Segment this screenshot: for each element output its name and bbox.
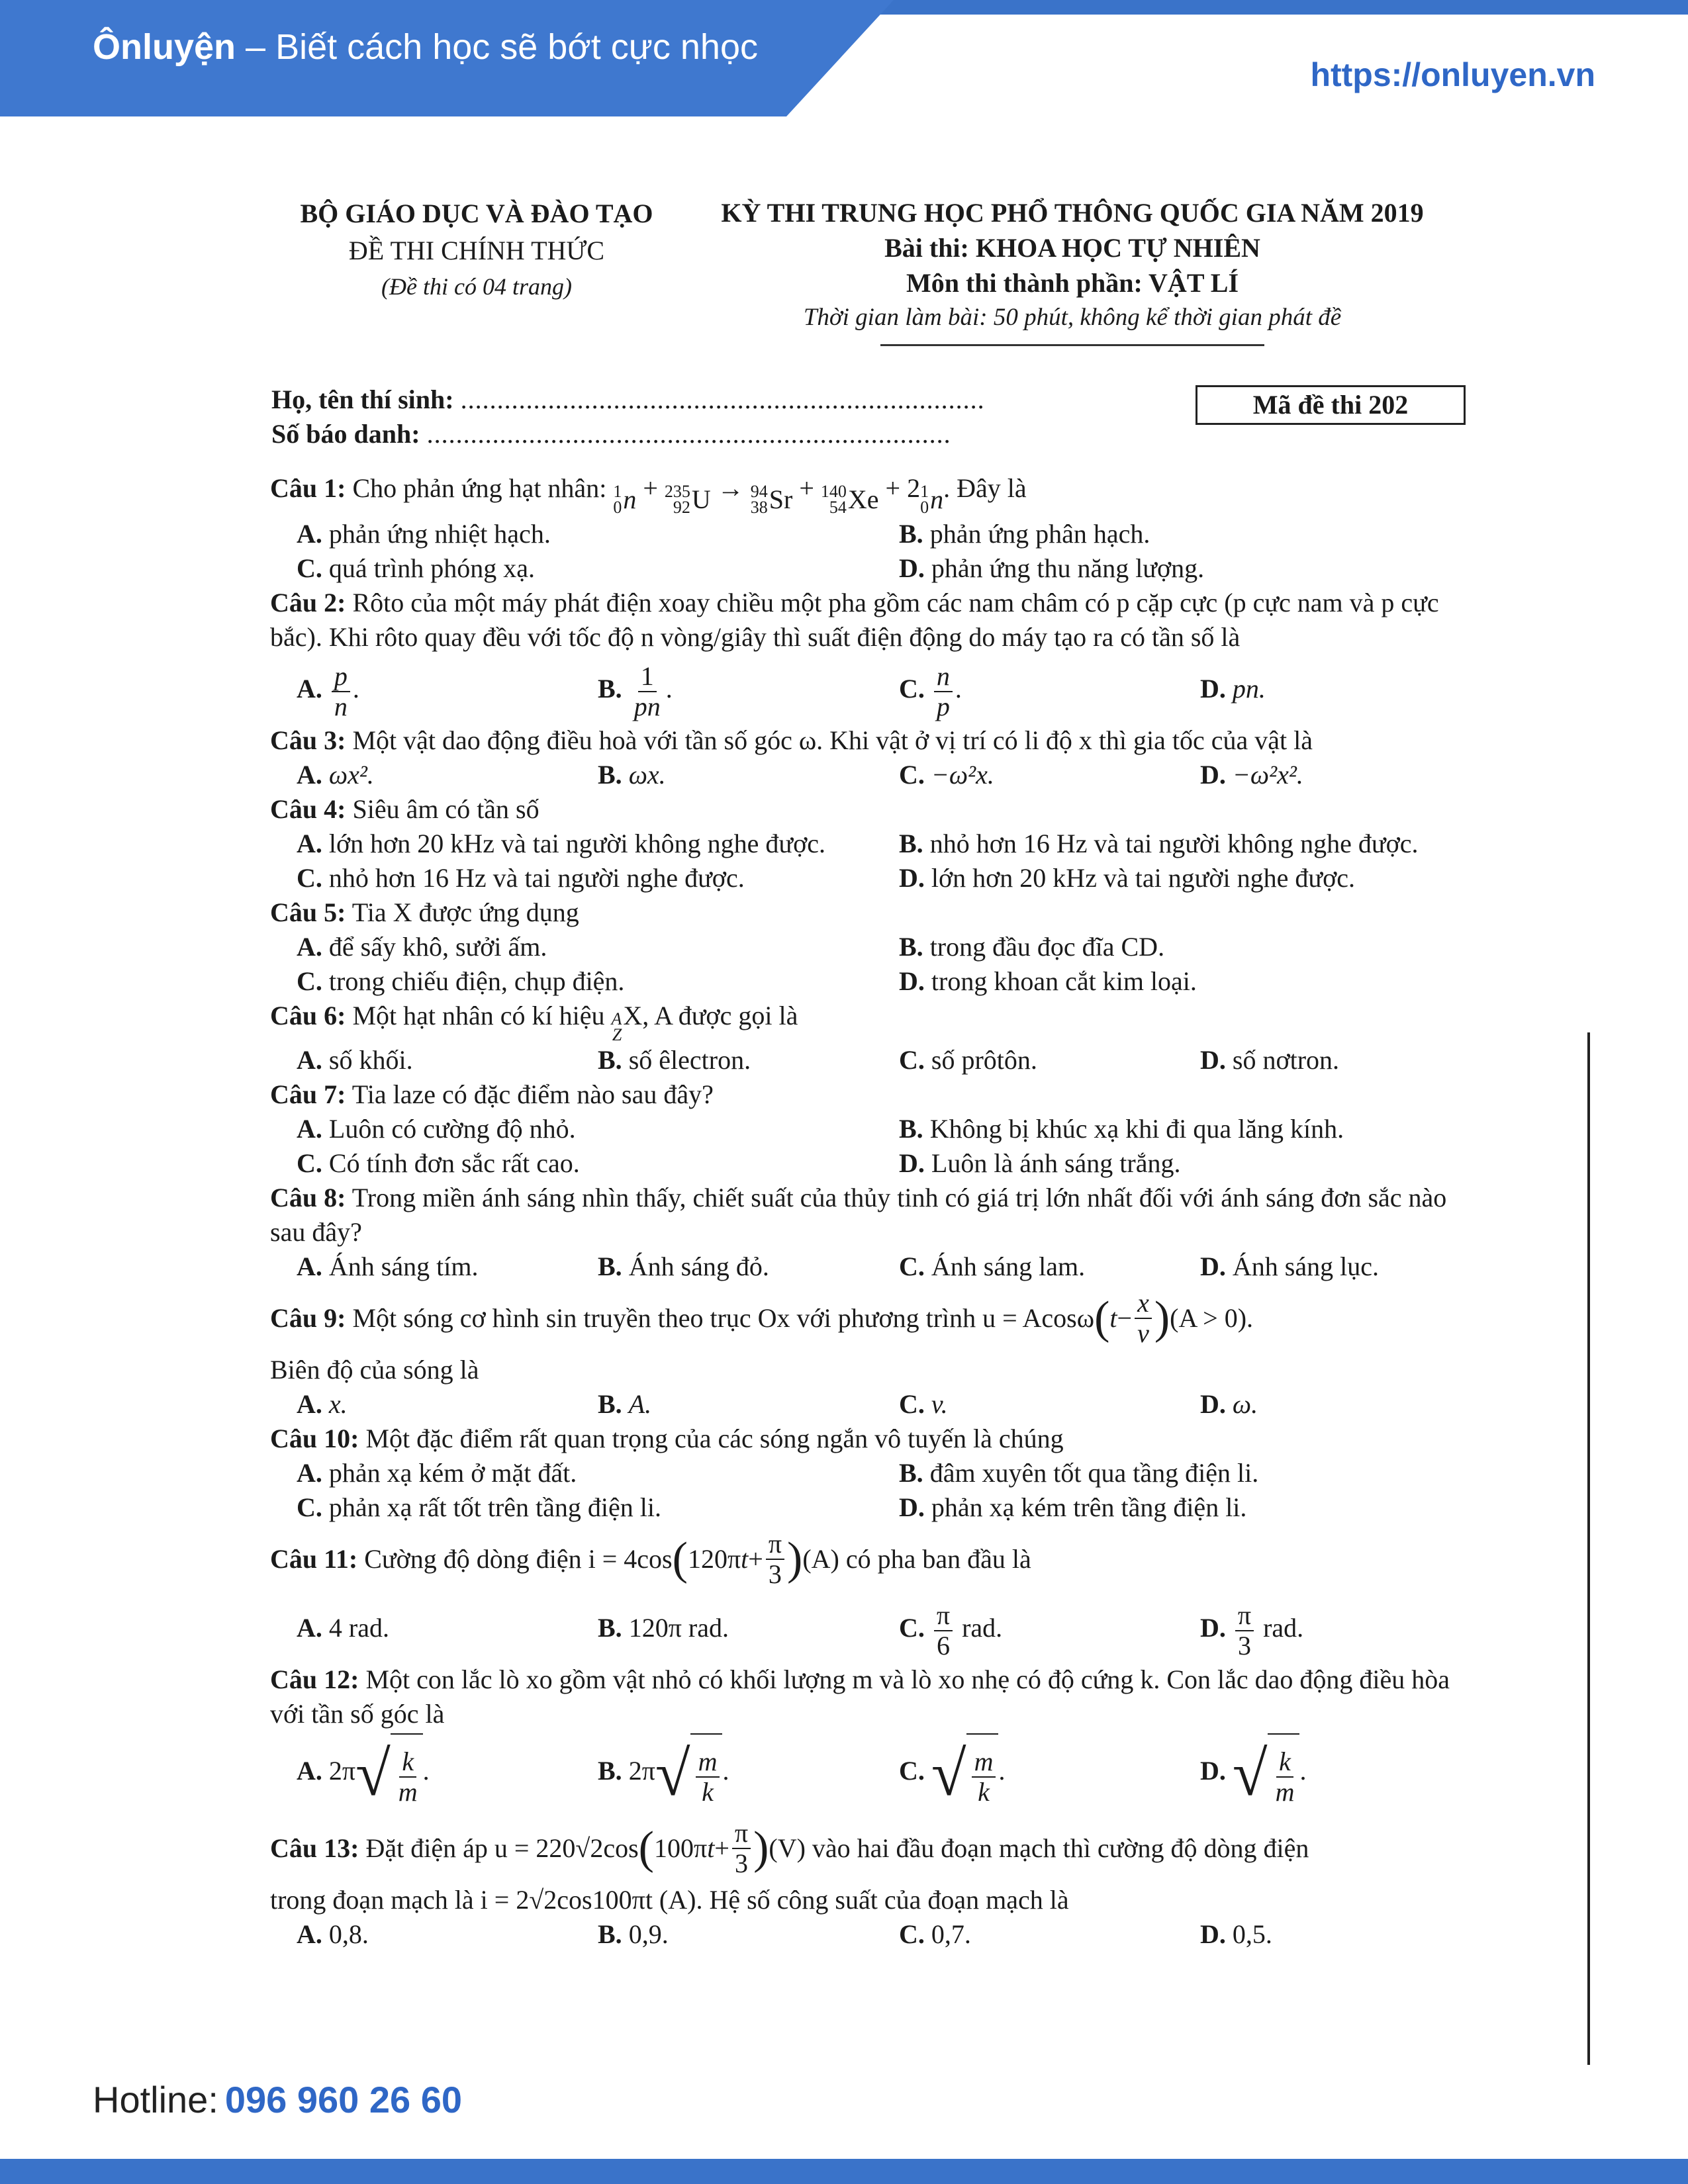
question-stem-end: . Đây là — [943, 473, 1027, 503]
option-c[interactable]: C. $\frac{n}{p}$ . — [899, 660, 962, 721]
option-b[interactable]: B. 0,9. — [598, 1919, 669, 1949]
option-d[interactable]: D. ω. — [1200, 1389, 1258, 1419]
option-c[interactable]: C. quá trình phóng xạ. — [297, 553, 535, 583]
question-10 — [270, 1422, 1475, 1525]
tagline: – Biết cách học sẽ bớt cực nhọc — [236, 27, 758, 67]
option-a[interactable]: A. ωx². — [297, 760, 374, 790]
question-label: Câu 4: — [270, 794, 346, 824]
question-stem-end: (V) vào hai đầu đoạn mạch thì cường độ dòng điện — [769, 1833, 1309, 1863]
option-a[interactable]: A. 4 rad. — [297, 1613, 389, 1643]
sqrt-m-over-k: √ $\frac{m}{k}$ — [655, 1733, 723, 1814]
option-b[interactable]: B. đâm xuyên tốt qua tầng điện li. — [899, 1458, 1259, 1488]
test-name: Bài thi: KHOA HỌC TỰ NHIÊN — [884, 233, 1260, 263]
option-a[interactable]: A. phản ứng nhiệt hạch. — [297, 519, 551, 549]
option-a[interactable]: A. để sấy khô, sưởi ấm. — [297, 932, 547, 962]
question-7 — [270, 1077, 1475, 1181]
option-d[interactable]: D. số nơtron. — [1200, 1045, 1340, 1075]
question-6 — [270, 999, 1475, 1077]
brand-name: Ônluyện — [93, 27, 236, 67]
question-stem: Siêu âm có tần số — [346, 794, 539, 824]
question-stem-cont: Biên độ của sóng là — [270, 1355, 479, 1385]
option-c[interactable]: C. số prôtôn. — [899, 1045, 1037, 1075]
exam-title: KỲ THI TRUNG HỌC PHỔ THÔNG QUỐC GIA NĂM 2019 — [721, 198, 1424, 228]
option-c[interactable]: C. Ánh sáng lam. — [899, 1251, 1086, 1281]
question-stem-cont: trong đoạn mạch là i = 2√2cos100πt (A). Hệ số công suất của đoạn mạch là — [270, 1884, 1069, 1915]
option-a[interactable]: A. lớn hơn 20 kHz và tai người không nghe được. — [297, 829, 825, 858]
question-stem: Cường độ dòng điện i = 4cos — [357, 1544, 673, 1574]
question-stem: Một đặc điểm rất quan trọng của các sóng ngắn vô tuyến là chúng — [359, 1424, 1064, 1453]
option-b[interactable]: B. $\frac{1}{pn}$ . — [598, 660, 673, 721]
hotline-number[interactable]: 096 960 26 60 — [224, 2079, 462, 2120]
question-label: Câu 8: — [270, 1183, 346, 1212]
option-c[interactable]: C. trong chiếu điện, chụp điện. — [297, 966, 625, 996]
question-label: Câu 9: — [270, 1303, 346, 1333]
question-stem: Tia laze có đặc điểm nào sau đây? — [346, 1079, 714, 1109]
nuclide-symbol: A Z — [611, 1009, 622, 1044]
question-stem-end: (A) có pha ban đầu là — [802, 1544, 1031, 1574]
option-b[interactable]: B. trong đầu đọc đĩa CD. — [899, 932, 1165, 962]
option-b[interactable]: B. nhỏ hơn 16 Hz và tai người không nghe được. — [899, 829, 1419, 858]
question-4 — [270, 792, 1475, 895]
site-url[interactable]: https://onluyen.vn — [1310, 56, 1595, 93]
question-label: Câu 7: — [270, 1079, 346, 1109]
option-d[interactable]: D. √ $\frac{k}{m}$ . — [1200, 1731, 1501, 1814]
option-b[interactable]: B. A. — [598, 1389, 652, 1419]
sqrt-k-over-m: √ $\frac{k}{m}$ — [355, 1733, 423, 1814]
option-a[interactable]: A. 0,8. — [297, 1919, 369, 1949]
question-11: Câu 11: Cường độ dòng điện i = 4cos ( 120π t + $\frac{\pi}{3}$ ) (A) có pha ban đầu là A. 4 rad. B. 120π rad. C. $\frac{\pi}{6}$ rad. D. $\frac{\pi}{3}$ rad. — [270, 1525, 1475, 1662]
option-d[interactable]: D. trong khoan cắt kim loại. — [899, 966, 1197, 996]
question-stem: Đặt điện áp u = 220√2cos — [359, 1833, 639, 1863]
option-d[interactable]: D. phản xạ kém trên tầng điện li. — [899, 1492, 1247, 1522]
question-12 — [270, 1662, 1475, 1814]
hotline-label: Hotline: — [93, 2079, 218, 2120]
question-13: Câu 13: Đặt điện áp u = 220√2cos ( 100π t + $\frac{\pi}{3}$ ) (V) vào hai đầu đoạn mạch thì cường độ dòng điện trong đoạn mạch là i = 2√2cos100πt (A). Hệ số công suất của đoạn mạch là A. 0,8. B. 0,9. C. 0,7. D. 0,5. — [270, 1814, 1475, 1952]
option-c[interactable]: C. 0,7. — [899, 1919, 971, 1949]
option-c[interactable]: C. −ω²x. — [899, 760, 994, 790]
option-d[interactable]: D. pn. — [1200, 674, 1266, 704]
sqrt-k-over-m: √ $\frac{k}{m}$ — [1233, 1733, 1300, 1814]
question-5 — [270, 895, 1475, 999]
option-d[interactable]: D. $\frac{\pi}{3}$ rad. — [1200, 1600, 1304, 1661]
option-d[interactable]: D. phản ứng thu năng lượng. — [899, 553, 1205, 583]
questions — [270, 471, 1475, 1952]
option-b[interactable]: B. Không bị khúc xạ khi đi qua lăng kính. — [899, 1114, 1344, 1144]
header-rule — [880, 344, 1264, 346]
question-label: Câu 11: — [270, 1544, 358, 1574]
question-stem: Rôto của một máy phát điện xoay chiều một pha gồm các nam châm có p cặp cực (p cực nam và p cực bắc). Khi rôto quay đều với tốc độ n vòng/giây thì suất điện động do máy tạo ra có tần số là — [270, 588, 1439, 652]
id-label: Số báo danh: — [271, 419, 420, 449]
option-c[interactable]: C. √ $\frac{m}{k}$ . — [899, 1731, 1200, 1814]
option-a[interactable]: A. Luôn có cường độ nhỏ. — [297, 1114, 576, 1144]
option-b[interactable]: B. 2π √ $\frac{m}{k}$ . — [598, 1731, 899, 1814]
question-2 — [270, 586, 1475, 723]
option-d[interactable]: D. lớn hơn 20 kHz và tai người nghe được. — [899, 863, 1355, 893]
question-label: Câu 2: — [270, 588, 346, 617]
fraction-n-over-p: $\frac{n}{p}$ — [934, 662, 953, 721]
candidate-info — [271, 383, 985, 451]
question-stem: Một sóng cơ hình sin truyền theo trục Ox với phương trình u = Acosω — [346, 1303, 1095, 1333]
option-a[interactable]: A. số khối. — [297, 1045, 413, 1075]
name-dots: ........................................................................ — [460, 385, 985, 414]
option-b[interactable]: B. phản ứng phân hạch. — [899, 519, 1150, 549]
fraction-pi-over-3: $\frac{\pi}{3}$ — [732, 1819, 751, 1878]
pages-note: (Đề thi có 04 trang) — [381, 273, 572, 300]
question-1 — [270, 471, 1475, 586]
question-stem-end: X, A được gọi là — [623, 1001, 798, 1030]
banner-slogan — [93, 26, 758, 68]
question-8 — [270, 1181, 1475, 1284]
question-label: Câu 13: — [270, 1833, 359, 1863]
question-9: Câu 9: Một sóng cơ hình sin truyền theo trục Ox với phương trình u = Acosω ( t − $\frac{x}{v}$ ) (A > 0). Biên độ của sóng là A. x. B. A. C. v. D. ω. — [270, 1284, 1475, 1422]
time-note: Thời gian làm bài: 50 phút, không kể thời gian phát đề — [803, 304, 1342, 331]
question-label: Câu 6: — [270, 1001, 346, 1030]
fraction-pi-over-6: $\frac{\pi}{6}$ — [934, 1601, 953, 1661]
option-b[interactable]: B. số êlectron. — [598, 1045, 751, 1075]
option-c[interactable]: C. Có tính đơn sắc rất cao. — [297, 1148, 580, 1178]
option-a[interactable]: A. $\frac{p}{n}$ . — [297, 660, 359, 721]
option-c[interactable]: C. v. — [899, 1389, 948, 1419]
option-d[interactable]: D. Luôn là ánh sáng trắng. — [899, 1148, 1181, 1178]
option-c[interactable]: C. $\frac{\pi}{6}$ rad. — [899, 1600, 1003, 1661]
question-stem: Một hạt nhân có kí hiệu — [346, 1001, 612, 1030]
official-label: ĐỀ THI CHÍNH THỨC — [348, 236, 605, 265]
hotline — [93, 2078, 462, 2121]
id-dots: ........................................................................ — [426, 419, 951, 449]
option-a[interactable]: A. Ánh sáng tím. — [297, 1251, 479, 1281]
option-b[interactable]: B. 120π rad. — [598, 1613, 729, 1643]
option-c[interactable]: C. nhỏ hơn 16 Hz và tai người nghe được. — [297, 863, 745, 893]
fraction-p-over-n: $\frac{p}{n}$ — [332, 662, 350, 721]
nuclear-equation: 1 0 n + 235 92 U → 94 38 Sr + 140 54 Xe + 2 1 0 n — [613, 473, 944, 517]
option-a[interactable]: A. x. — [297, 1389, 348, 1419]
question-label: Câu 10: — [270, 1424, 359, 1453]
fraction-1-over-pn: $\frac{1}{pn}$ — [633, 660, 661, 721]
question-label: Câu 1: — [270, 473, 346, 503]
header-right — [702, 195, 1443, 346]
fraction-pi-over-3: $\frac{\pi}{3}$ — [1235, 1601, 1254, 1661]
header-left — [278, 195, 675, 304]
ministry: BỘ GIÁO DỤC VÀ ĐÀO TẠO — [300, 199, 653, 228]
option-b[interactable]: B. Ánh sáng đỏ. — [598, 1251, 769, 1281]
fraction-pi-over-3: $\frac{\pi}{3}$ — [766, 1529, 784, 1589]
option-a[interactable]: A. phản xạ kém ở mặt đất. — [297, 1458, 577, 1488]
question-label: Câu 3: — [270, 725, 346, 755]
question-stem-end: (A > 0). — [1170, 1303, 1254, 1333]
option-d[interactable]: D. 0,5. — [1200, 1919, 1272, 1949]
option-c[interactable]: C. phản xạ rất tốt trên tầng điện li. — [297, 1492, 661, 1522]
exam-code: Mã đề thi 202 — [1196, 385, 1466, 425]
question-label: Câu 12: — [270, 1664, 359, 1694]
question-stem: Cho phản ứng hạt nhân: — [346, 473, 614, 503]
question-stem: Trong miền ánh sáng nhìn thấy, chiết suất của thủy tinh có giá trị lớn nhất đối với ánh sáng đơn sắc nào sau đây? — [270, 1183, 1447, 1247]
question-stem: Một vật dao động điều hoà với tần số góc ω. Khi vật ở vị trí có li độ x thì gia tốc của vật là — [346, 725, 1313, 755]
question-stem: Một con lắc lò xo gồm vật nhỏ có khối lượng m và lò xo nhẹ có độ cứng k. Con lắc dao động điều hòa với tần số góc là — [270, 1664, 1450, 1729]
question-stem: Tia X được ứng dụng — [346, 897, 579, 927]
margin-rule — [1587, 1032, 1590, 2065]
name-label: Họ, tên thí sinh: — [271, 385, 454, 414]
option-d[interactable]: D. −ω²x². — [1200, 760, 1303, 790]
sqrt-m-over-k: √ $\frac{m}{k}$ — [931, 1733, 999, 1814]
question-3 — [270, 723, 1475, 792]
option-d[interactable]: D. Ánh sáng lục. — [1200, 1251, 1379, 1281]
fraction-x-over-v: $\frac{x}{v}$ — [1135, 1289, 1152, 1348]
bottom-bar — [0, 2159, 1688, 2184]
subject: Môn thi thành phần: VẬT LÍ — [906, 268, 1239, 298]
option-a[interactable]: A. 2π √ $\frac{k}{m}$ . — [297, 1731, 598, 1814]
question-label: Câu 5: — [270, 897, 346, 927]
option-b[interactable]: B. ωx. — [598, 760, 666, 790]
